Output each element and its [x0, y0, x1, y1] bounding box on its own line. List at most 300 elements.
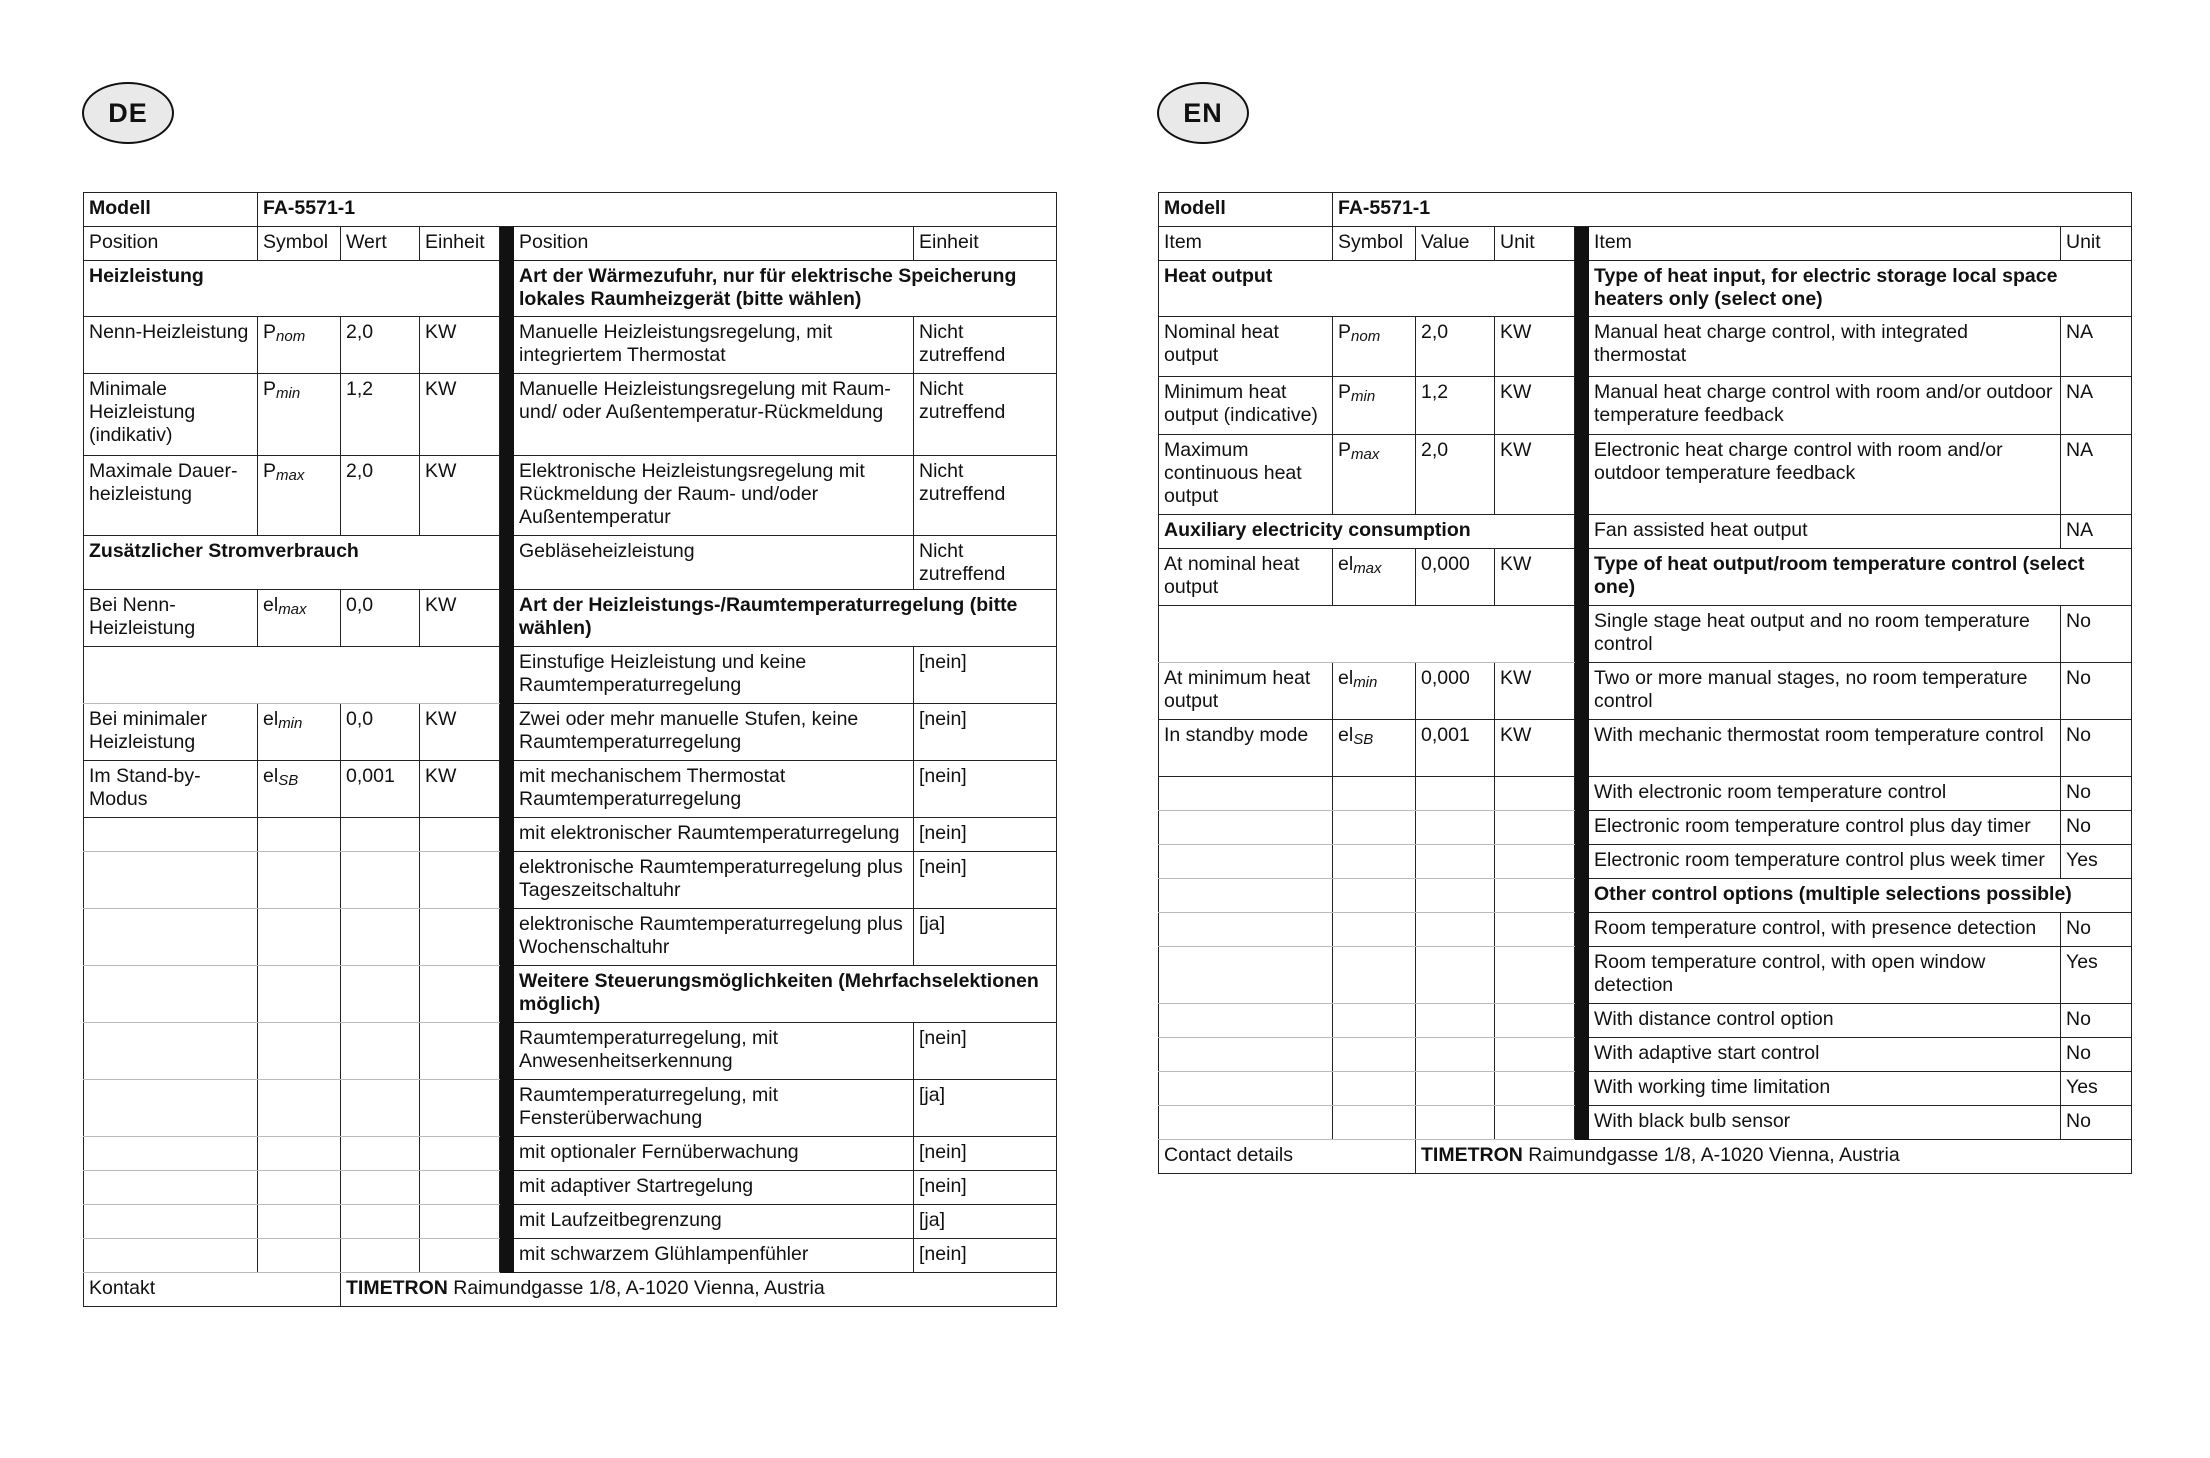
header-symbol: Symbol — [258, 227, 341, 261]
symbol-main: P — [263, 378, 277, 400]
symbol-subscript: max — [1353, 560, 1382, 577]
right-unit-cell: NA — [2061, 377, 2132, 435]
header-unit: Unit — [1495, 227, 1575, 261]
symbol-cell — [258, 590, 341, 647]
model-label: Modell — [84, 193, 258, 227]
column-separator — [1575, 913, 1589, 947]
column-separator — [1575, 777, 1589, 811]
empty-cell — [1416, 1004, 1495, 1038]
empty-cell — [1159, 811, 1333, 845]
item-label: In standby mode — [1159, 720, 1333, 777]
contact-company: TIMETRON — [346, 1277, 448, 1299]
right-unit-cell: Nicht zutreffend — [914, 317, 1057, 374]
empty-cell — [420, 909, 500, 966]
column-separator — [1575, 1004, 1589, 1038]
empty-cell — [1159, 879, 1333, 913]
empty-cell — [84, 647, 500, 704]
empty-cell — [420, 818, 500, 852]
spec-table-en — [1158, 192, 2132, 1174]
table-row — [84, 852, 1057, 909]
unit-cell: KW — [420, 761, 500, 818]
column-separator — [1575, 377, 1589, 435]
right-item-label: Manuelle Heizleistungsregelung mit Raum- und/ oder Außentemperatur-Rückmeldung — [514, 374, 914, 456]
right-item-label: Manuelle Heizleistungsregelung, mit integriertem Thermostat — [514, 317, 914, 374]
right-item-label: mit optionaler Fernüberwachung — [514, 1137, 914, 1171]
symbol-main: P — [263, 321, 277, 343]
empty-cell — [341, 818, 420, 852]
header-right-unit: Einheit — [914, 227, 1057, 261]
empty-cell — [1416, 1038, 1495, 1072]
item-label: Im Stand-by-Modus — [84, 761, 258, 818]
symbol-main: P — [1338, 381, 1352, 403]
model-value: FA-5571-1 — [1333, 193, 2132, 227]
right-item-label: With black bulb sensor — [1589, 1106, 2061, 1140]
column-separator — [500, 909, 514, 966]
unit-cell: KW — [420, 590, 500, 647]
empty-cell — [1333, 1004, 1416, 1038]
table-row — [1159, 845, 2132, 879]
table-row — [1159, 377, 2132, 435]
model-label: Modell — [1159, 193, 1333, 227]
right-item-label: Room temperature control, with presence detection — [1589, 913, 2061, 947]
contact-address: Raimundgasse 1/8, A-1020 Vienna, Austria — [447, 1277, 825, 1299]
table-row — [84, 966, 1057, 1023]
symbol-main: el — [1338, 724, 1354, 746]
right-unit-cell: No — [2061, 777, 2132, 811]
symbol-cell — [258, 317, 341, 374]
column-separator — [500, 590, 514, 647]
empty-cell — [258, 1023, 341, 1080]
right-unit-cell: [nein] — [914, 647, 1057, 704]
symbol-cell — [258, 704, 341, 761]
column-separator — [1575, 435, 1589, 515]
table-row — [84, 261, 1057, 317]
right-unit-cell: No — [2061, 811, 2132, 845]
empty-cell — [420, 852, 500, 909]
empty-cell — [1333, 879, 1416, 913]
empty-cell — [341, 1137, 420, 1171]
table-row — [1159, 1106, 2132, 1140]
column-separator — [1575, 720, 1589, 777]
section-heat-output: Heat output — [1159, 261, 1575, 317]
empty-cell — [258, 852, 341, 909]
header-symbol: Symbol — [1333, 227, 1416, 261]
column-separator — [500, 818, 514, 852]
column-separator — [1575, 606, 1589, 663]
item-label: Nominal heat output — [1159, 317, 1333, 377]
item-label: Nenn-Heizleistung — [84, 317, 258, 374]
fan-unit-cell: NA — [2061, 515, 2132, 549]
column-separator — [500, 227, 514, 261]
right-item-label: Electronic room temperature control plus day timer — [1589, 811, 2061, 845]
item-label: Maximum continuous heat output — [1159, 435, 1333, 515]
column-separator — [1575, 1072, 1589, 1106]
right-item-label: mit mechanischem Thermostat Raumtemperaturregelung — [514, 761, 914, 818]
unit-cell: KW — [1495, 435, 1575, 515]
item-label: At nominal heat output — [1159, 549, 1333, 606]
item-label: Minimale Heizleistung (indikativ) — [84, 374, 258, 456]
right-unit-cell: NA — [2061, 435, 2132, 515]
table-row — [84, 1171, 1057, 1205]
table-row — [1159, 317, 2132, 377]
empty-cell — [84, 852, 258, 909]
column-separator — [500, 374, 514, 456]
table-row — [1159, 549, 2132, 606]
empty-cell — [341, 1239, 420, 1273]
empty-cell — [84, 1171, 258, 1205]
empty-cell — [84, 1239, 258, 1273]
empty-cell — [1333, 1072, 1416, 1106]
right-unit-cell: [nein] — [914, 1239, 1057, 1273]
symbol-main: el — [1338, 553, 1354, 575]
empty-cell — [1495, 777, 1575, 811]
column-separator — [500, 536, 514, 590]
right-unit-cell: [nein] — [914, 1023, 1057, 1080]
header-right-position: Position — [514, 227, 914, 261]
empty-cell — [258, 1080, 341, 1137]
contact-label: Contact details — [1159, 1140, 1416, 1174]
value-cell: 1,2 — [341, 374, 420, 456]
column-separator — [1575, 1106, 1589, 1140]
value-cell: 0,001 — [1416, 720, 1495, 777]
right-item-label: Electronic heat charge control with room and/or outdoor temperature feedback — [1589, 435, 2061, 515]
item-label: Minimum heat output (indicative) — [1159, 377, 1333, 435]
column-separator — [500, 317, 514, 374]
column-separator — [500, 261, 514, 317]
right-unit-cell: No — [2061, 1004, 2132, 1038]
empty-cell — [420, 966, 500, 1023]
empty-cell — [341, 1205, 420, 1239]
table-row — [84, 909, 1057, 966]
right-unit-cell: [nein] — [914, 852, 1057, 909]
header-right-unit: Unit — [2061, 227, 2132, 261]
value-cell: 2,0 — [341, 456, 420, 536]
empty-cell — [1416, 777, 1495, 811]
symbol-subscript: max — [1351, 446, 1380, 463]
empty-cell — [1495, 845, 1575, 879]
symbol-subscript: nom — [1351, 328, 1381, 345]
empty-cell — [420, 1239, 500, 1273]
empty-cell — [1159, 606, 1575, 663]
symbol-subscript: SB — [278, 772, 299, 789]
table-row — [84, 227, 1057, 261]
column-separator — [500, 456, 514, 536]
table-row — [84, 1023, 1057, 1080]
right-item-label: mit elektronischer Raumtemperaturregelung — [514, 818, 914, 852]
right-unit-cell: No — [2061, 663, 2132, 720]
empty-cell — [258, 1137, 341, 1171]
empty-cell — [258, 909, 341, 966]
table-row — [84, 1205, 1057, 1239]
symbol-subscript: nom — [276, 328, 306, 345]
unit-cell: KW — [1495, 377, 1575, 435]
empty-cell — [1495, 947, 1575, 1004]
table-row — [84, 590, 1057, 647]
table-row — [84, 456, 1057, 536]
empty-cell — [420, 1205, 500, 1239]
right-unit-cell: [nein] — [914, 761, 1057, 818]
symbol-cell — [1333, 377, 1416, 435]
table-row — [1159, 913, 2132, 947]
empty-cell — [1159, 947, 1333, 1004]
column-separator — [500, 1205, 514, 1239]
value-cell: 0,001 — [341, 761, 420, 818]
header-right-position: Item — [1589, 227, 2061, 261]
table-row — [1159, 1140, 2132, 1174]
empty-cell — [1495, 1004, 1575, 1038]
table-row — [1159, 1004, 2132, 1038]
value-cell: 0,0 — [341, 590, 420, 647]
column-separator — [500, 1171, 514, 1205]
empty-cell — [84, 1137, 258, 1171]
symbol-subscript: min — [276, 385, 301, 402]
empty-cell — [258, 1205, 341, 1239]
table-row — [84, 704, 1057, 761]
header-value: Wert — [341, 227, 420, 261]
item-label: Maximale Dauer-heizleistung — [84, 456, 258, 536]
column-separator — [500, 966, 514, 1023]
right-unit-cell: [ja] — [914, 1080, 1057, 1137]
right-item-label: Einstufige Heizleistung und keine Raumtemperaturregelung — [514, 647, 914, 704]
section-other-controls: Other control options (multiple selections possible) — [1589, 879, 2132, 913]
symbol-cell — [1333, 317, 1416, 377]
column-separator — [500, 647, 514, 704]
value-cell: 2,0 — [1416, 435, 1495, 515]
right-unit-cell: Yes — [2061, 1072, 2132, 1106]
right-unit-cell: [nein] — [914, 704, 1057, 761]
right-item-label: Raumtemperaturregelung, mit Anwesenheitserkennung — [514, 1023, 914, 1080]
column-separator — [1575, 879, 1589, 913]
right-unit-cell: No — [2061, 606, 2132, 663]
empty-cell — [84, 1080, 258, 1137]
right-item-label: Manual heat charge control, with integrated thermostat — [1589, 317, 2061, 377]
right-item-label: With electronic room temperature control — [1589, 777, 2061, 811]
symbol-main: P — [1338, 321, 1352, 343]
empty-cell — [84, 1023, 258, 1080]
column-separator — [500, 852, 514, 909]
right-item-label: mit schwarzem Glühlampenfühler — [514, 1239, 914, 1273]
column-separator — [1575, 515, 1589, 549]
section-other-controls: Weitere Steuerungsmöglichkeiten (Mehrfachselektionen möglich) — [514, 966, 1057, 1023]
symbol-cell — [258, 374, 341, 456]
column-separator — [500, 1137, 514, 1171]
symbol-main: P — [263, 460, 277, 482]
column-separator — [1575, 845, 1589, 879]
right-item-label: With working time limitation — [1589, 1072, 2061, 1106]
empty-cell — [1159, 777, 1333, 811]
section-auxiliary: Auxiliary electricity consumption — [1159, 515, 1575, 549]
table-row — [1159, 193, 2132, 227]
unit-cell: KW — [420, 704, 500, 761]
unit-cell: KW — [1495, 317, 1575, 377]
symbol-main: P — [1338, 439, 1352, 461]
unit-cell: KW — [1495, 720, 1575, 777]
spec-table-de — [83, 192, 1057, 1307]
section-auxiliary: Zusätzlicher Stromverbrauch — [84, 536, 500, 590]
symbol-cell — [258, 761, 341, 818]
empty-cell — [1333, 777, 1416, 811]
value-cell: 0,000 — [1416, 549, 1495, 606]
value-cell: 2,0 — [1416, 317, 1495, 377]
table-row — [84, 536, 1057, 590]
right-item-label: Raumtemperaturregelung, mit Fensterüberwachung — [514, 1080, 914, 1137]
empty-cell — [1333, 1038, 1416, 1072]
right-unit-cell: Yes — [2061, 845, 2132, 879]
empty-cell — [1416, 1106, 1495, 1140]
empty-cell — [341, 966, 420, 1023]
right-unit-cell: Yes — [2061, 947, 2132, 1004]
section-control-type: Art der Heizleistungs-/Raumtemperaturregelung (bitte wählen) — [514, 590, 1057, 647]
empty-cell — [84, 909, 258, 966]
symbol-cell — [1333, 435, 1416, 515]
empty-cell — [258, 1239, 341, 1273]
table-row — [1159, 811, 2132, 845]
empty-cell — [1333, 1106, 1416, 1140]
right-item-label: Electronic room temperature control plus week timer — [1589, 845, 2061, 879]
empty-cell — [420, 1023, 500, 1080]
fan-unit-cell: Nicht zutreffend — [914, 536, 1057, 590]
symbol-cell — [1333, 720, 1416, 777]
empty-cell — [1159, 1106, 1333, 1140]
item-label: Bei Nenn-Heizleistung — [84, 590, 258, 647]
right-unit-cell: No — [2061, 913, 2132, 947]
empty-cell — [341, 1171, 420, 1205]
contact-details — [341, 1273, 1057, 1307]
contact-company: TIMETRON — [1421, 1144, 1523, 1166]
right-unit-cell: [nein] — [914, 1171, 1057, 1205]
empty-cell — [420, 1171, 500, 1205]
right-item-label: mit adaptiver Startregelung — [514, 1171, 914, 1205]
table-row — [84, 1137, 1057, 1171]
table-row — [1159, 777, 2132, 811]
right-item-label: Two or more manual stages, no room temperature control — [1589, 663, 2061, 720]
item-label: Bei minimaler Heizleistung — [84, 704, 258, 761]
empty-cell — [341, 909, 420, 966]
right-item-label: Elektronische Heizleistungsregelung mit Rückmeldung der Raum- und/oder Außentemperatur — [514, 456, 914, 536]
empty-cell — [1495, 1072, 1575, 1106]
empty-cell — [84, 818, 258, 852]
empty-cell — [1159, 845, 1333, 879]
value-cell: 1,2 — [1416, 377, 1495, 435]
item-label: At minimum heat output — [1159, 663, 1333, 720]
table-row — [1159, 1038, 2132, 1072]
section-control-type: Type of heat output/room temperature control (select one) — [1589, 549, 2132, 606]
empty-cell — [1333, 913, 1416, 947]
empty-cell — [420, 1080, 500, 1137]
column-separator — [1575, 811, 1589, 845]
empty-cell — [1159, 1038, 1333, 1072]
table-row — [1159, 606, 2132, 663]
section-heat-input-type: Art der Wärmezufuhr, nur für elektrische Speicherung lokales Raumheizgerät (bitte wählen) — [514, 261, 1057, 317]
column-separator — [1575, 663, 1589, 720]
empty-cell — [258, 818, 341, 852]
right-unit-cell: [nein] — [914, 818, 1057, 852]
symbol-cell — [1333, 663, 1416, 720]
right-unit-cell: No — [2061, 720, 2132, 777]
right-unit-cell: No — [2061, 1106, 2132, 1140]
empty-cell — [1495, 1106, 1575, 1140]
symbol-cell — [258, 456, 341, 536]
right-item-label: Manual heat charge control with room and/or outdoor temperature feedback — [1589, 377, 2061, 435]
empty-cell — [84, 966, 258, 1023]
column-separator — [500, 761, 514, 818]
empty-cell — [1159, 1004, 1333, 1038]
empty-cell — [1416, 879, 1495, 913]
right-unit-cell: Nicht zutreffend — [914, 456, 1057, 536]
right-unit-cell: [nein] — [914, 1137, 1057, 1171]
table-row — [84, 647, 1057, 704]
fan-item-label: Fan assisted heat output — [1589, 515, 2061, 549]
table-row — [84, 193, 1057, 227]
table-row — [84, 1273, 1057, 1307]
table-row — [84, 1080, 1057, 1137]
contact-details — [1416, 1140, 2132, 1174]
unit-cell: KW — [420, 317, 500, 374]
empty-cell — [1495, 811, 1575, 845]
column-separator — [500, 704, 514, 761]
column-separator — [1575, 1038, 1589, 1072]
column-separator — [500, 1080, 514, 1137]
empty-cell — [1333, 811, 1416, 845]
empty-cell — [1159, 1072, 1333, 1106]
table-row — [84, 761, 1057, 818]
empty-cell — [1495, 913, 1575, 947]
empty-cell — [1416, 811, 1495, 845]
unit-cell: KW — [420, 374, 500, 456]
right-unit-cell: NA — [2061, 317, 2132, 377]
empty-cell — [1159, 913, 1333, 947]
empty-cell — [1495, 1038, 1575, 1072]
unit-cell: KW — [1495, 663, 1575, 720]
column-separator — [500, 1239, 514, 1273]
symbol-subscript: min — [278, 715, 303, 732]
empty-cell — [258, 966, 341, 1023]
empty-cell — [1416, 913, 1495, 947]
empty-cell — [1333, 947, 1416, 1004]
header-value: Value — [1416, 227, 1495, 261]
empty-cell — [1333, 845, 1416, 879]
column-separator — [1575, 947, 1589, 1004]
table-row — [1159, 947, 2132, 1004]
value-cell: 2,0 — [341, 317, 420, 374]
empty-cell — [1416, 947, 1495, 1004]
unit-cell: KW — [420, 456, 500, 536]
language-badge-de: DE — [82, 82, 174, 144]
right-item-label: elektronische Raumtemperaturregelung plus Tageszeitschaltuhr — [514, 852, 914, 909]
column-separator — [1575, 549, 1589, 606]
model-value: FA-5571-1 — [258, 193, 1057, 227]
unit-cell: KW — [1495, 549, 1575, 606]
table-row — [1159, 1072, 2132, 1106]
symbol-main: el — [263, 765, 279, 787]
empty-cell — [420, 1137, 500, 1171]
symbol-subscript: max — [278, 601, 307, 618]
symbol-subscript: max — [276, 467, 305, 484]
column-separator — [1575, 261, 1589, 317]
contact-label: Kontakt — [84, 1273, 341, 1307]
empty-cell — [1495, 879, 1575, 913]
table-row — [84, 818, 1057, 852]
table-row — [1159, 663, 2132, 720]
right-unit-cell: Nicht zutreffend — [914, 374, 1057, 456]
table-row — [1159, 515, 2132, 549]
symbol-main: el — [1338, 667, 1354, 689]
right-item-label: With adaptive start control — [1589, 1038, 2061, 1072]
right-item-label: Room temperature control, with open window detection — [1589, 947, 2061, 1004]
right-item-label: elektronische Raumtemperaturregelung plus Wochenschaltuhr — [514, 909, 914, 966]
right-item-label: mit Laufzeitbegrenzung — [514, 1205, 914, 1239]
value-cell: 0,0 — [341, 704, 420, 761]
